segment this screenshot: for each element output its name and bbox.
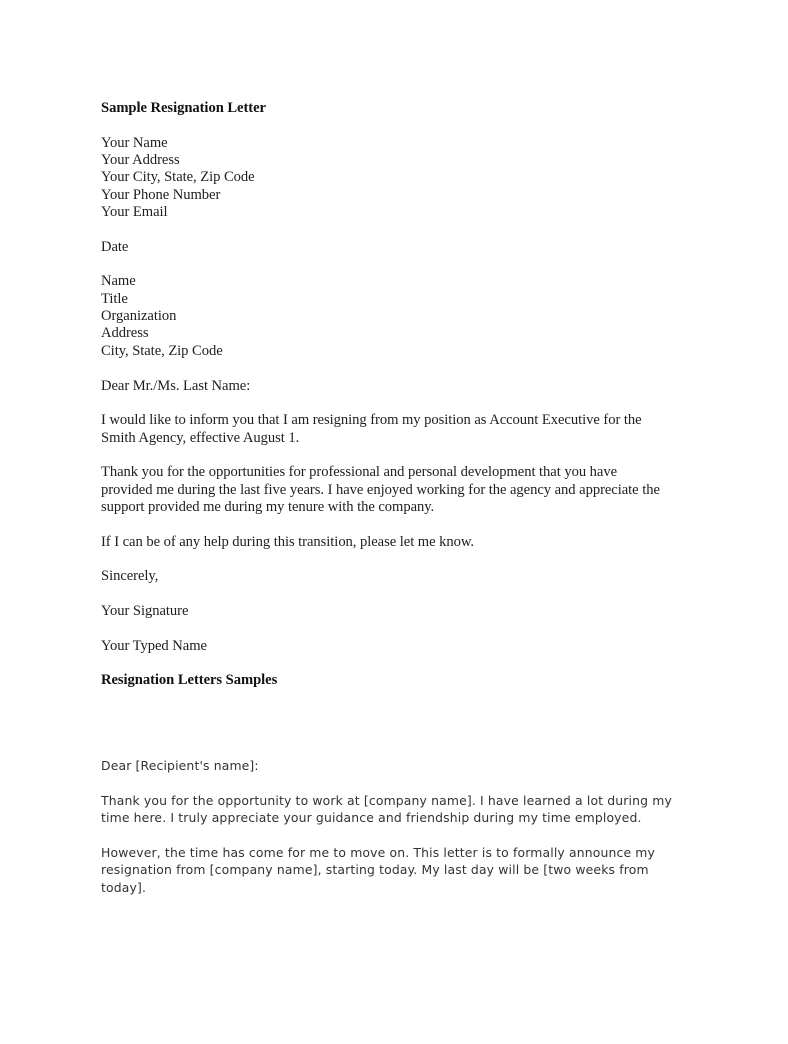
paragraph-line: Thank you for the opportunity to work at [company name]. I have learned a lot during my <box>101 792 672 808</box>
sender-address: Your Address <box>101 152 180 169</box>
body-paragraph-1 <box>101 412 721 447</box>
typed-name: Your Typed Name <box>101 637 207 654</box>
section-heading: Resignation Letters Samples <box>101 672 278 689</box>
sender-city-state-zip: Your City, State, Zip Code <box>101 169 255 186</box>
spacer <box>101 395 721 412</box>
paragraph-line: I would like to inform you that I am resigning from my position as Account Executive for the <box>101 412 642 429</box>
recipient-title: Title <box>101 290 128 307</box>
letter-date: Date <box>101 238 129 255</box>
spacer <box>101 360 721 377</box>
spacer <box>101 447 721 464</box>
sender-name: Your Name <box>101 134 168 151</box>
recipient-name: Name <box>101 273 136 290</box>
recipient-city-state-zip: City, State, Zip Code <box>101 342 223 359</box>
sender-block <box>101 135 721 222</box>
recipient-block <box>101 273 721 360</box>
recipient-address: Address <box>101 325 149 342</box>
paragraph-line: Smith Agency, effective August 1. <box>101 429 300 446</box>
sender-phone: Your Phone Number <box>101 186 221 203</box>
paragraph-line: However, the time has come for me to move on. This letter is to formally announce my <box>101 844 656 860</box>
spacer <box>101 551 721 568</box>
spacer <box>101 774 701 791</box>
body-paragraph-2 <box>101 844 701 896</box>
body-paragraph-3 <box>101 534 721 551</box>
paragraph-line: today]. <box>101 879 147 895</box>
salutation: Dear [Recipient's name]: <box>101 758 259 773</box>
spacer <box>101 586 721 603</box>
spacer <box>101 827 701 844</box>
spacer <box>101 221 721 238</box>
resignation-letter-sample <box>101 757 701 896</box>
closing: Sincerely, <box>101 568 159 585</box>
spacer <box>101 516 721 533</box>
salutation: Dear Mr./Ms. Last Name: <box>101 377 251 394</box>
paragraph-line: resignation from [company name], starting today. My last day will be [two weeks from <box>101 862 649 878</box>
body-paragraph-2 <box>101 464 721 516</box>
paragraph-line: support provided me during my tenure with the company. <box>101 498 435 515</box>
spacer <box>101 620 721 637</box>
spacer <box>101 256 721 273</box>
paragraph-line: time here. I truly appreciate your guidance and friendship during my time employed. <box>101 810 642 826</box>
paragraph-line: provided me during the last five years. I have enjoyed working for the agency and appreciate the <box>101 481 660 498</box>
letter-title: Sample Resignation Letter <box>101 100 266 116</box>
sample-resignation-letter <box>101 100 721 690</box>
spacer <box>101 117 721 134</box>
recipient-organization: Organization <box>101 308 177 325</box>
paragraph-line: If I can be of any help during this transition, please let me know. <box>101 533 475 550</box>
sender-email: Your Email <box>101 204 168 221</box>
signature: Your Signature <box>101 602 189 619</box>
body-paragraph-1 <box>101 792 701 827</box>
spacer <box>101 655 721 672</box>
paragraph-line: Thank you for the opportunities for professional and personal development that you have <box>101 464 618 481</box>
